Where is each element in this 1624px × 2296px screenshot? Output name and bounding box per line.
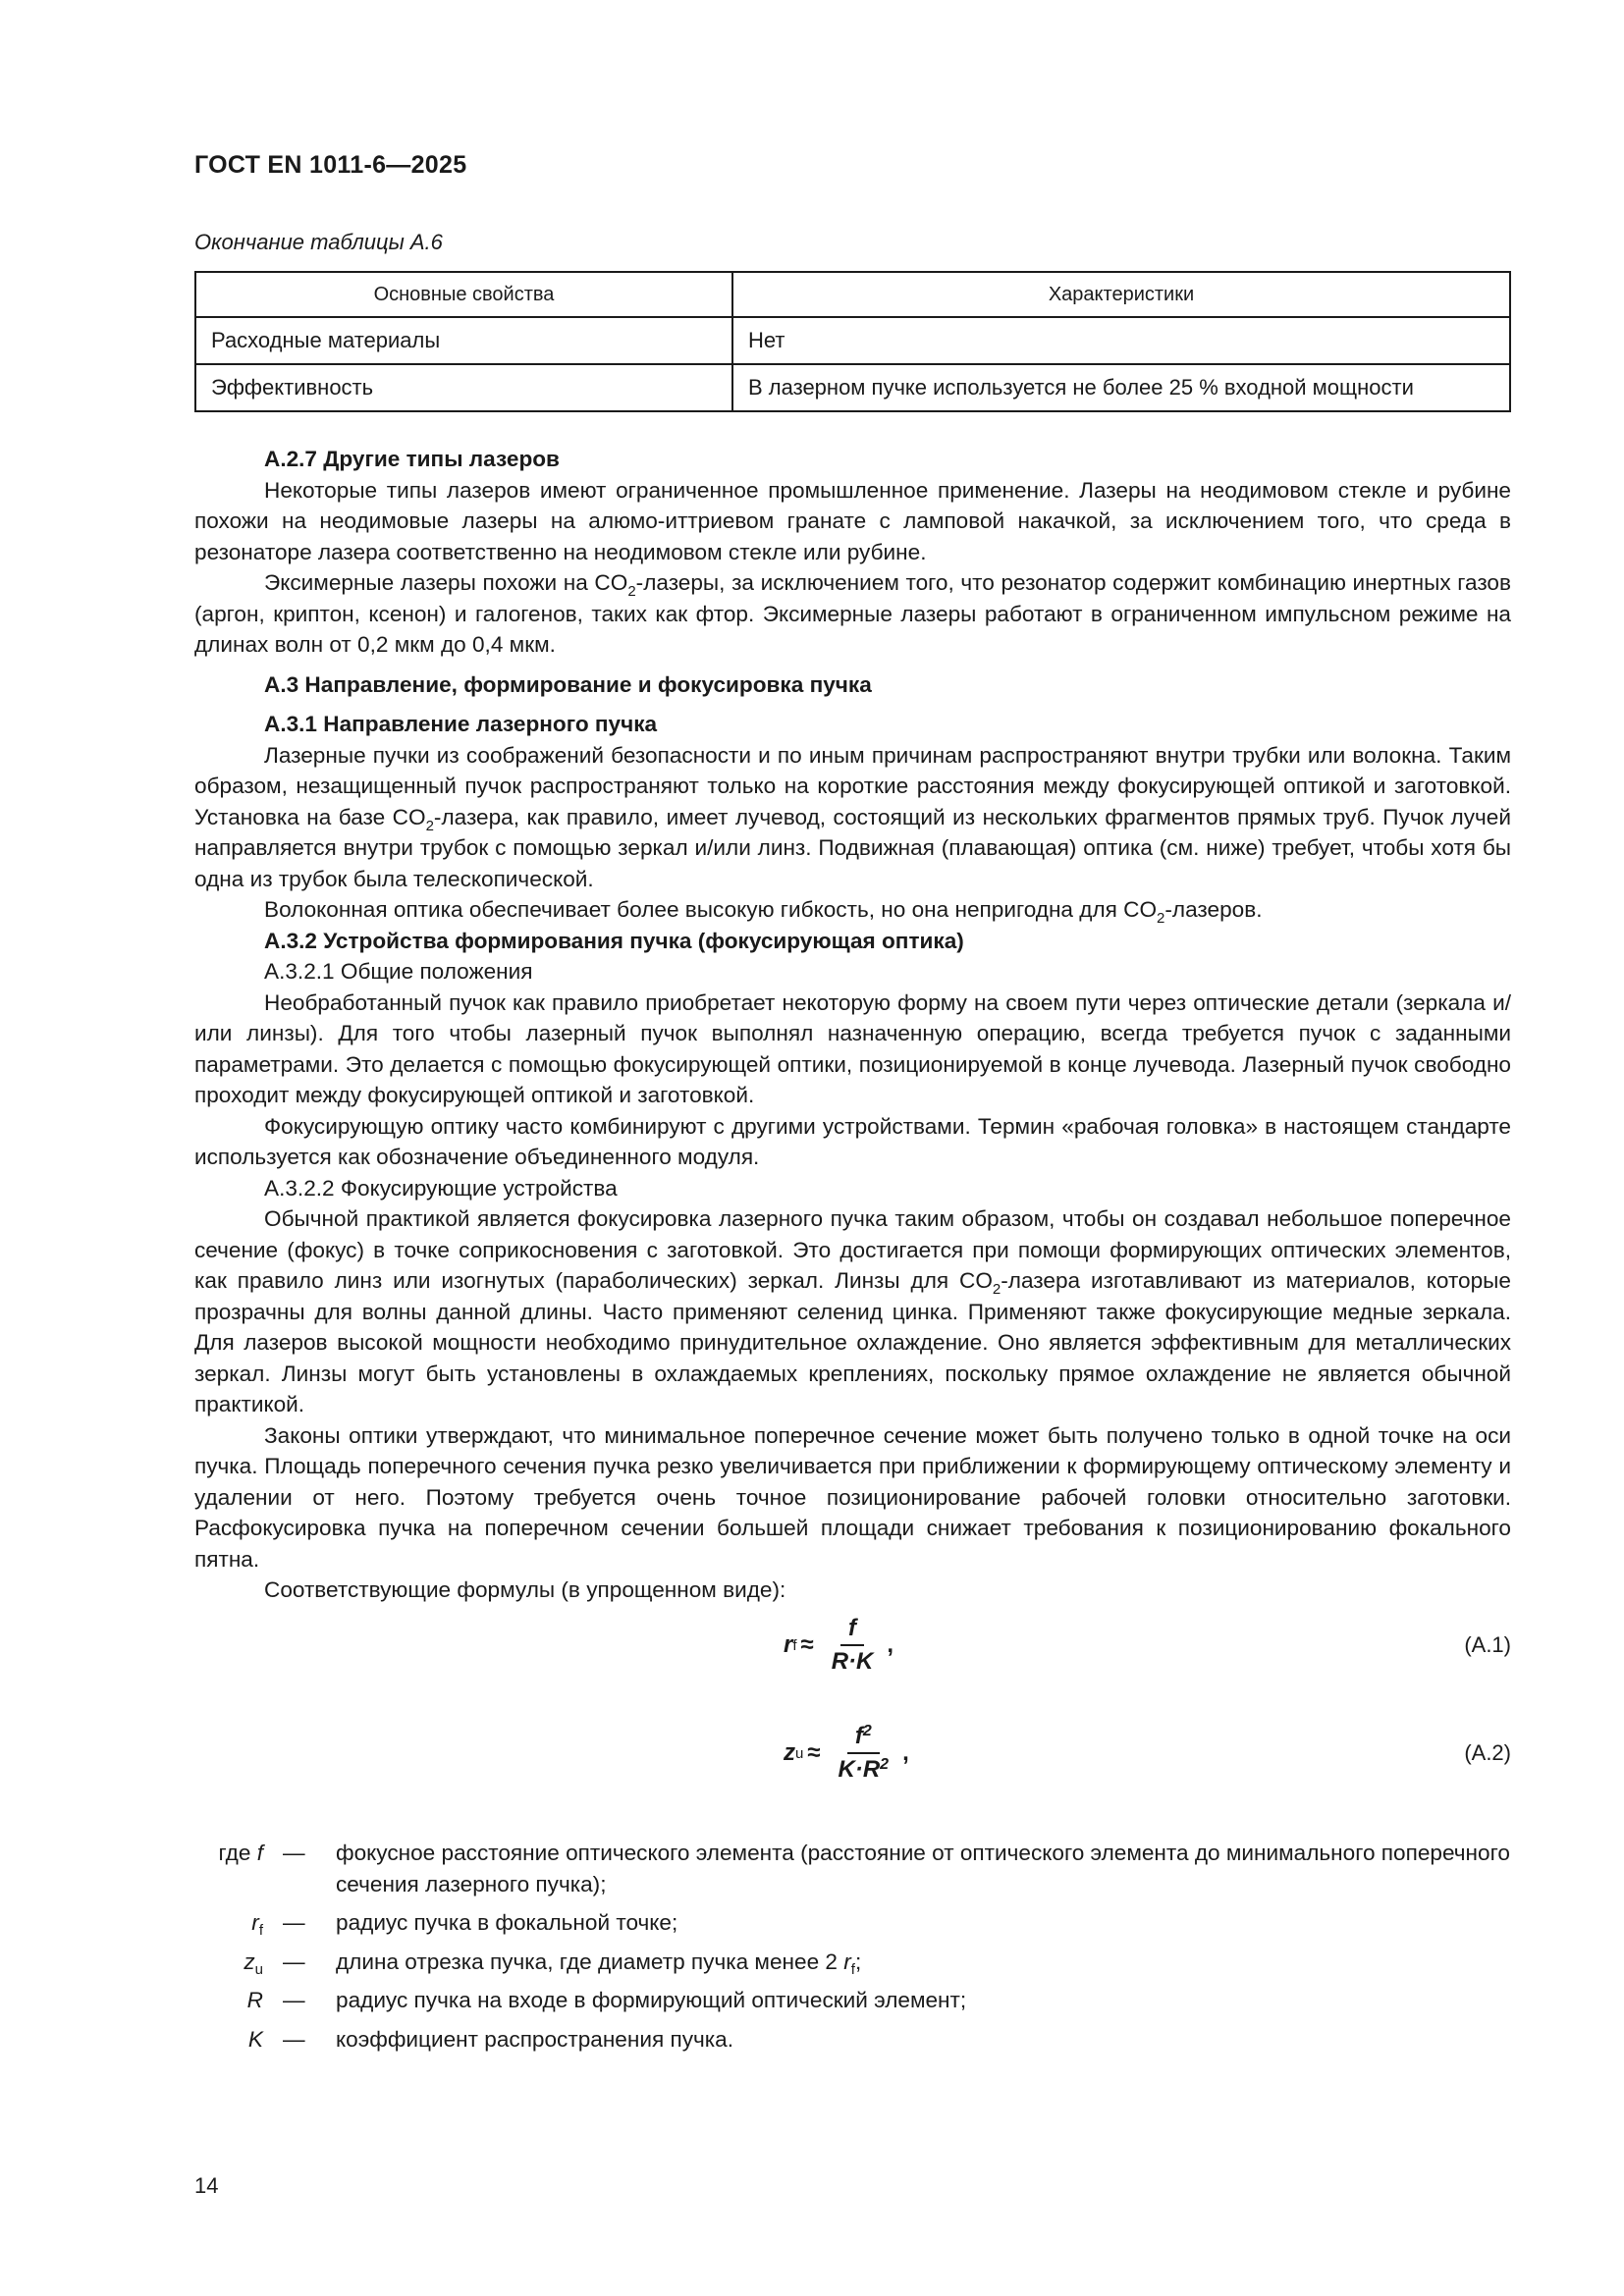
table-cell: Расходные материалы (195, 317, 732, 364)
paragraph: Эксимерные лазеры похожи на $CO_2$-лазеры, за исключением того, что резонатор содержит комбинацию инертных газов (аргон, криптон, ксенон) и галогенов, таких как фтор. Эксимерные лазеры работают в ограниченном импульсном режиме на длинах волн от 0,2 мкм до 0,4 мкм. (194, 570, 1511, 657)
formula-number: (A.1) (1464, 1632, 1511, 1657)
table-cell: Эффективность (195, 364, 732, 411)
table-header-cell: Характеристики (732, 272, 1510, 317)
table-cell: Нет (732, 317, 1510, 364)
definitions-list (194, 1838, 1511, 2062)
fraction: $\frac{f^2}{K\cdot R^2}$ (838, 1723, 890, 1783)
paragraph: Законы оптики утверждают, что минимальное поперечное сечение может быть получено только в одной точке на оси пучка. Площадь поперечного сечения пучка резко увеличивается при приближении к формирующему оптическому элементу и удалении от него. Поэтому требуется очень точное позиционирование рабочей головки относительно заготовки. Расфокусировка пучка на поперечном сечении большей площади снижает требования к позиционированию фокального пятна. (194, 1422, 1511, 1572)
formula-number: (A.2) (1464, 1740, 1511, 1765)
paragraph: Фокусирующую оптику часто комбинируют с другими устройствами. Термин «рабочая головка» в настоящем стандарте используется как обозначение объединенного модуля. (194, 1113, 1511, 1169)
table-caption: Окончание таблицы А.6 (194, 230, 443, 254)
definition-item: $r_f$ — радиус пучка в фокальной точке; (251, 1910, 678, 1939)
table-header-row (195, 272, 1510, 317)
subsection-heading: А.3.2.1 Общие положения (264, 959, 533, 984)
section-heading: А.2.7 Другие типы лазеров (264, 447, 560, 471)
table-row (195, 364, 1510, 411)
fraction: $\frac{f}{R\cdot K}$ (831, 1615, 874, 1675)
formula-a1 (194, 1606, 1511, 1684)
formula-expression: z u ≈ $\frac{f^2}{K\cdot R^2}$ , (784, 1723, 909, 1783)
paragraph: Необработанный пучок как правило приобретает некоторую форму на своем пути через оптические детали (зеркала и/или линзы). Для того чтобы лазерный пучок выполнял назначенную операцию, всегда требуется пучок с заданными параметрами. Это делается с помощью фокусирующей оптики, позиционируемой в конце лучевода. Лазерный пучок свободно проходит между фокусирующей оптикой и заготовкой. (194, 989, 1511, 1107)
paragraph: Некоторые типы лазеров имеют ограниченное промышленное применение. Лазеры на неодимовом стекле и рубине похожи на неодимовые лазеры на алюмо-иттриевом гранате с ламповой накачкой, за исключением того, что среда в резонаторе лазера соответственно на неодимовом стекле или рубине. (194, 477, 1511, 564)
subsection-heading: А.3.2.2 Фокусирующие устройства (264, 1175, 618, 1201)
page-number: 14 (194, 2173, 219, 2198)
formula-a2 (194, 1714, 1511, 1792)
document-header: ГОСТ EN 1011-6—2025 (194, 151, 467, 179)
document-body (194, 444, 1511, 1606)
definition-item: где f — фокусное расстояние оптического элемента (расстояние от оптического элемента до минимального поперечного сечения лазерного пучка); (218, 1841, 1510, 1896)
formula-expression: r f ≈ $\frac{f}{R\cdot K}$ , (784, 1615, 894, 1675)
paragraph: Лазерные пучки из соображений безопасности и по иным причинам распространяют внутри трубки или волокна. Таким образом, незащищенный пучок распространяют только на короткие расстояния между фокусирующей оптикой и заготовкой. Установка на базе $CO_2$-лазера, как правило, имеет лучевод, состоящий из нескольких фрагментов прямых труб. Пучок лучей направляется внутри трубок с помощью зеркал и/или линз. Подвижная (плавающая) оптика (см. ниже) требует, чтобы хотя бы одна из трубок была телескопической. (194, 742, 1511, 891)
paragraph: Соответствующие формулы (в упрощенном виде): (264, 1577, 786, 1602)
section-heading: А.3.1 Направление лазерного пучка (264, 712, 658, 736)
table-row (195, 317, 1510, 364)
paragraph: Волоконная оптика обеспечивает более высокую гибкость, но она непригодна для $CO_2$-лазеров. (264, 897, 1263, 927)
definition-item: $z_u$ — длина отрезка пучка, где диаметр пучка менее 2 $r_f$; (244, 1949, 862, 1978)
section-heading: А.3 Направление, формирование и фокусировка пучка (264, 671, 872, 697)
table-header-cell: Основные свойства (195, 272, 732, 317)
properties-table (194, 271, 1511, 412)
definition-item: R — радиус пучка на входе в формирующий оптический элемент; (246, 1988, 967, 2012)
table-cell: В лазерном пучке используется не более 25 % входной мощности (732, 364, 1510, 411)
paragraph: Обычной практикой является фокусировка лазерного пучка таким образом, чтобы он создавал небольшое поперечное сечение (фокус) в точке соприкосновения с заготовкой. Это достигается при помощи формирующих оптических элементов, как правило линз или изогнутых (параболических) зеркал. Линзы для $CO_2$-лазера изготавливают из материалов, которые прозрачны для волны данной длины. Часто применяют селенид цинка. Применяют также фокусирующие медные зеркала. Для лазеров высокой мощности необходимо принудительное охлаждение. Оно является эффективным для металлических зеркал. Линзы могут быть установлены в охлаждаемых креплениях, поскольку прямое охлаждение не является обычной практикой. (194, 1206, 1511, 1416)
definition-item: K — коэффициент распространения пучка. (247, 2026, 734, 2052)
section-heading: А.3.2 Устройства формирования пучка (фокусирующая оптика) (264, 928, 964, 953)
